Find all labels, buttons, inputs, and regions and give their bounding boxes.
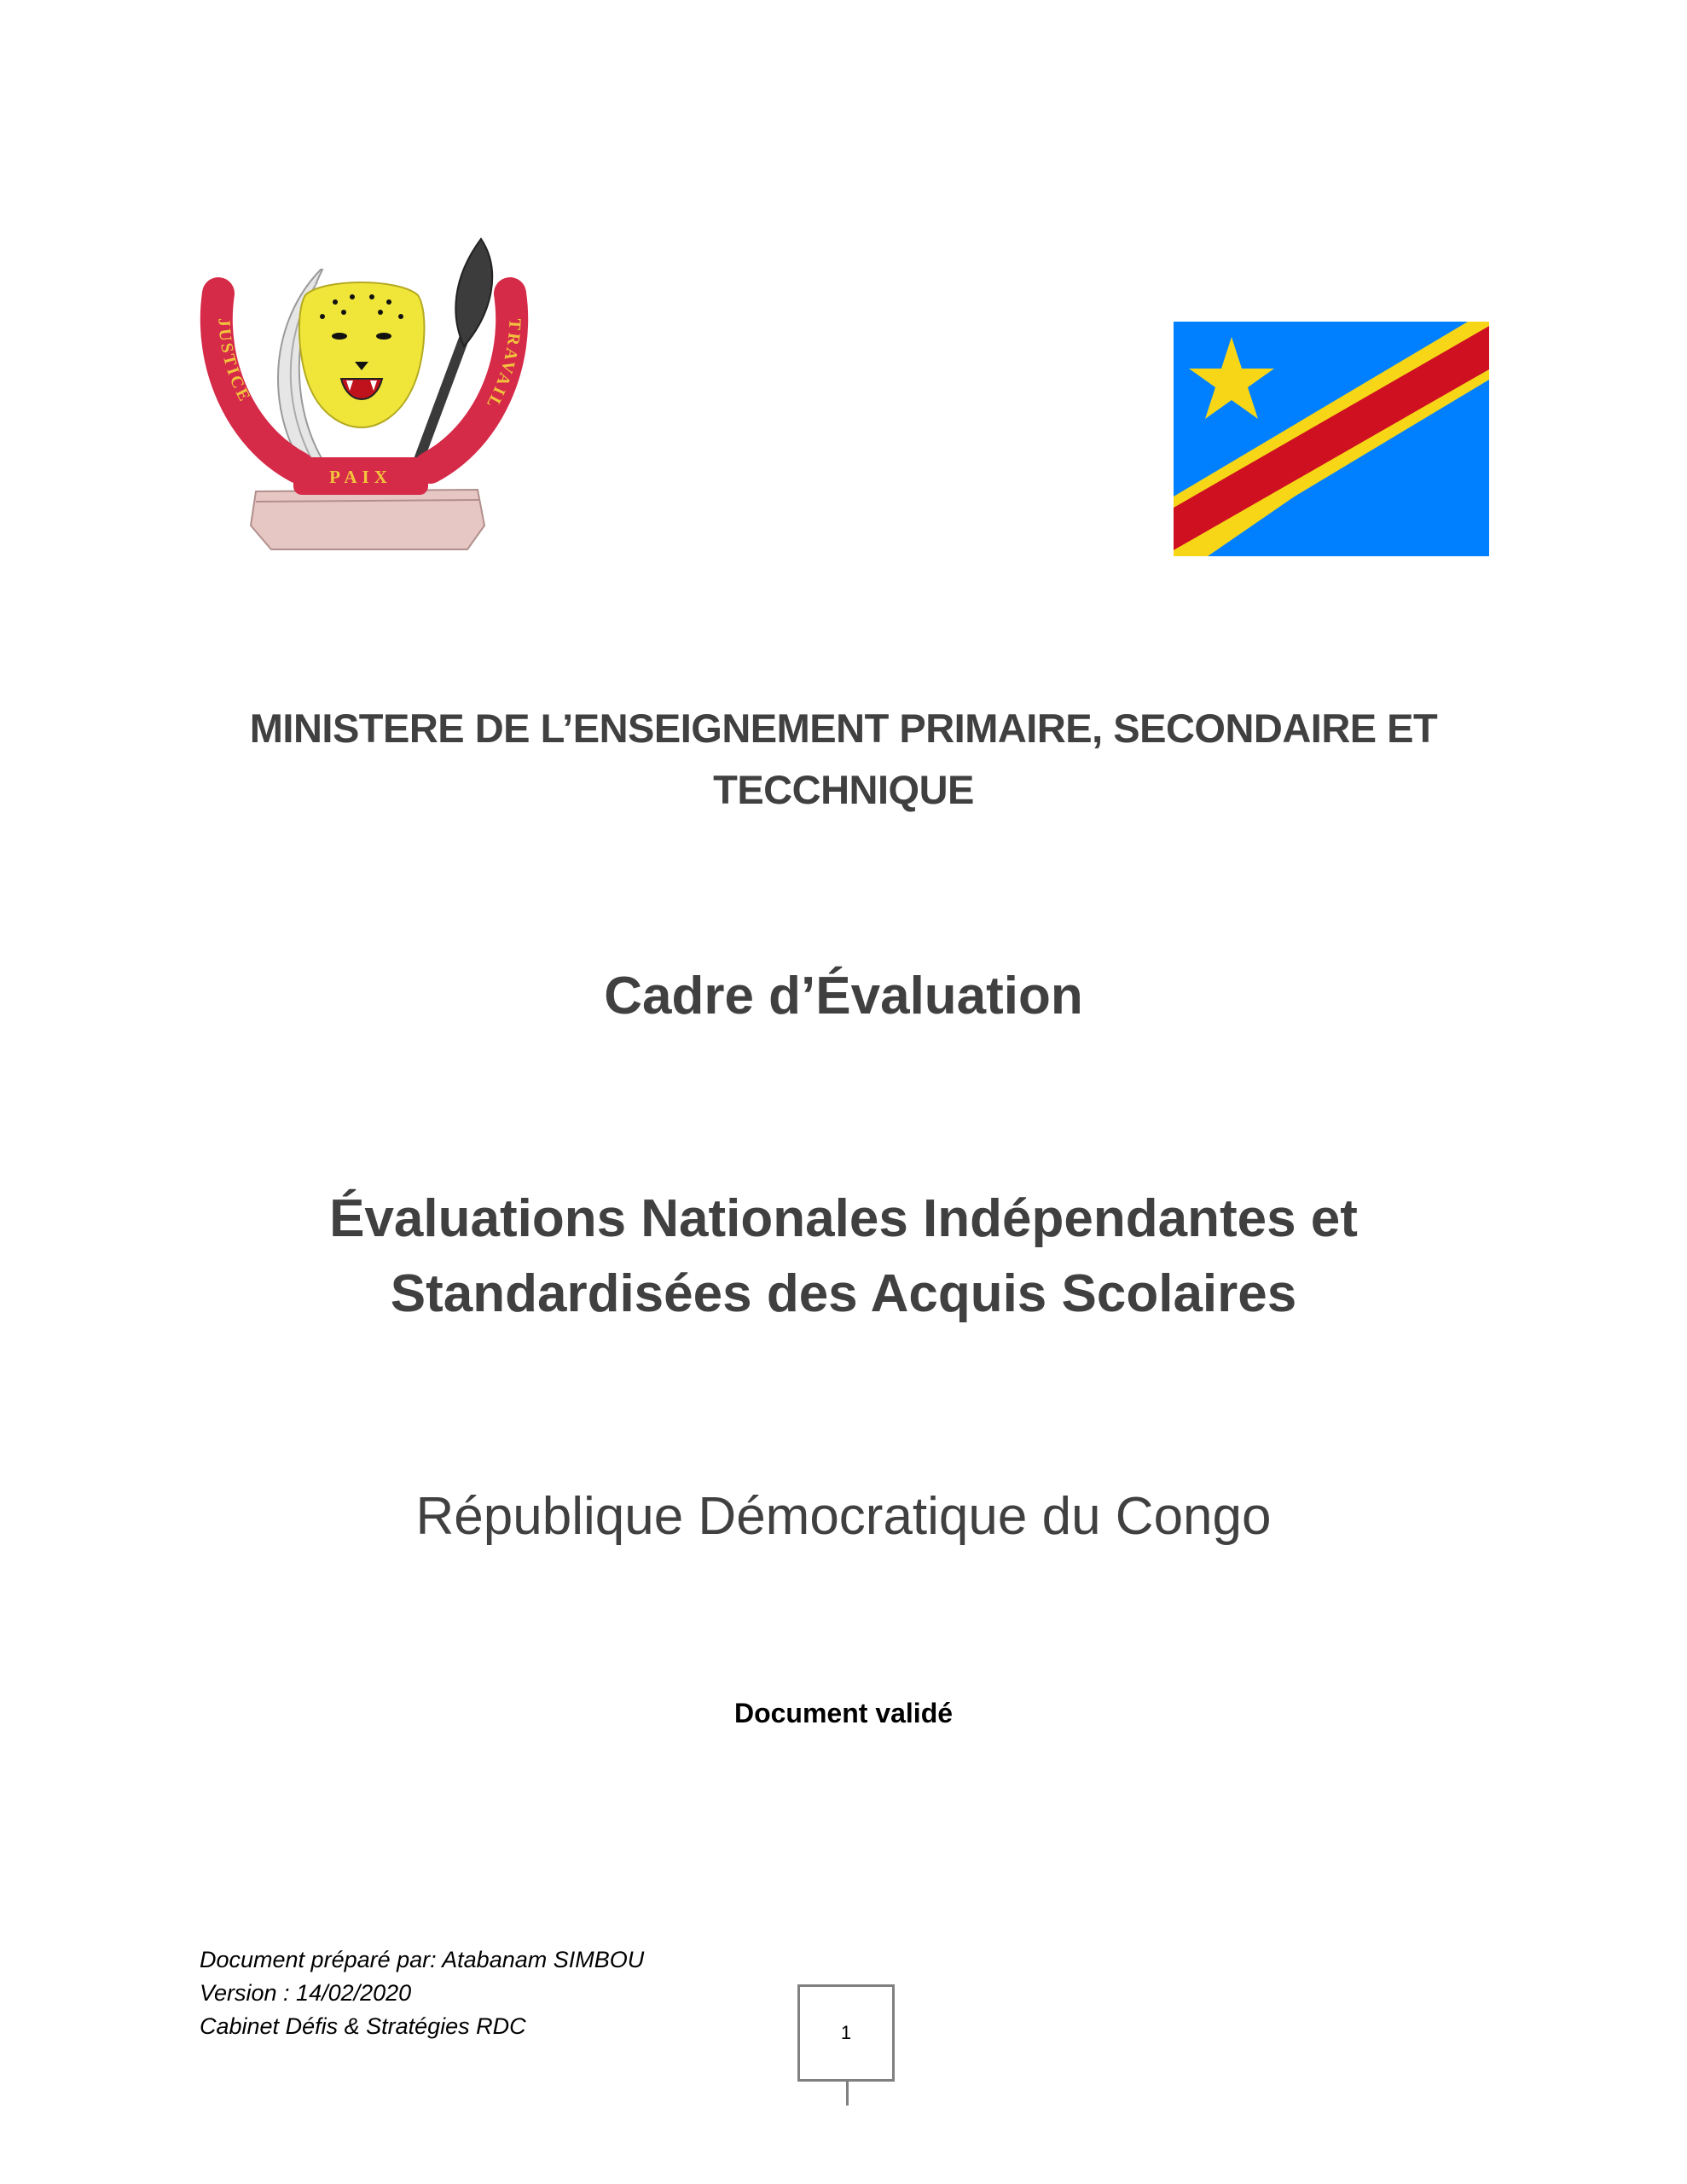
document-subtitle-line1: Évaluations Nationales Indépendantes et [329,1189,1358,1248]
prepared-by: Document préparé par: Atabanam SIMBOU [200,1947,645,1972]
ministry-heading-line1: MINISTERE DE L’ENSEIGNEMENT PRIMAIRE, SECONDAIRE ET [249,706,1438,751]
ministry-heading-line2: TECCHNIQUE [713,767,974,812]
coat-of-arms-icon [194,235,532,553]
svg-text:TRAVAIL: TRAVAIL [481,317,525,414]
document-subtitle [0,1182,1687,1332]
page-number: 1 [840,2022,852,2043]
document-subtitle-line2: Standardisées des Acquis Scolaires [390,1264,1297,1323]
version: Version : 14/02/2020 [200,1980,412,2006]
document-status: Document validé [733,1698,954,1728]
document-footer [200,1943,644,2043]
svg-text:JUSTICE: JUSTICE [214,317,255,407]
organization: Cabinet Défis & Stratégies RDC [200,2013,526,2039]
drc-flag-icon [1174,322,1489,556]
document-title: Cadre d’Évaluation [604,967,1083,1025]
page-number-connector [846,2079,849,2106]
page-number-box [797,1984,895,2082]
country-name: République Démocratique du Congo [415,1487,1272,1546]
svg-text:PAIX: PAIX [329,467,392,487]
ministry-heading [0,698,1687,821]
